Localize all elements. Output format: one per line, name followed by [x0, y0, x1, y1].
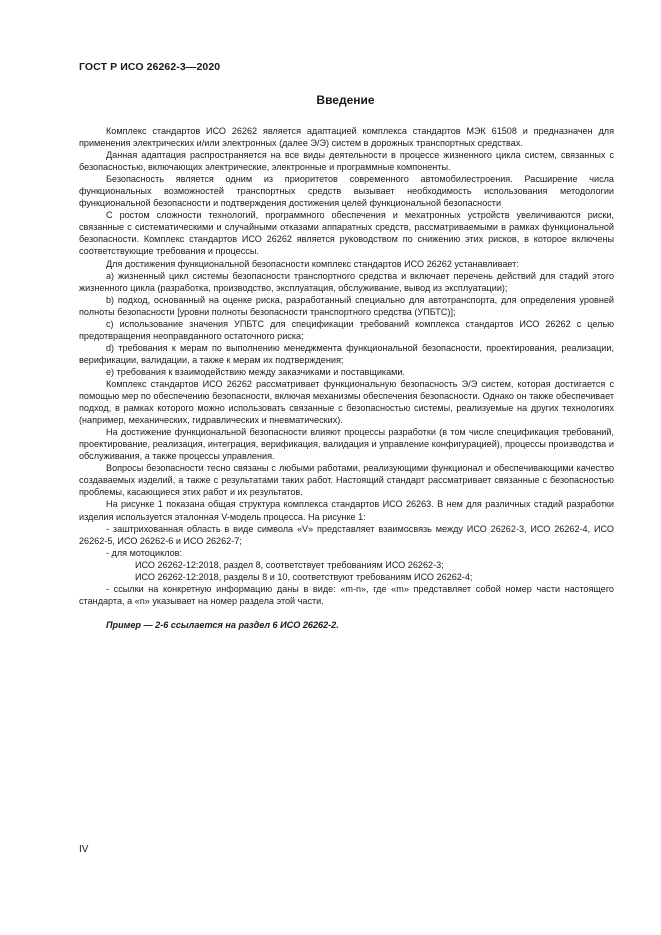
paragraph: Вопросы безопасности тесно связаны с любыми работами, реализующими функционал и обеспечивающими качество создаваемых изделий, а также с результатами таких работ. Настоящий стандарт рассматривает связанные с безопасностью проблемы, касающиеся этих работ и их результатов.	[79, 463, 614, 498]
document-header: ГОСТ Р ИСО 26262-3—2020	[79, 61, 221, 73]
paragraph: На достижение функциональной безопасности влияют процессы разработки (в том числе спецификация требований, проектирование, реализация, интеграция, верификация, валидация и управление конфигурацией), процессы производства и обслуживания, а также процессы управления.	[79, 427, 614, 462]
dash-item: - для мотоциклов:	[106, 547, 183, 558]
section-title	[0, 93, 661, 107]
paragraph: Комплекс стандартов ИСО 26262 является адаптацией комплекса стандартов МЭК 61508 и предназначен для применения электрических и/или электронных (далее Э/Э) систем в дорожных транспортных средствах.	[79, 126, 614, 149]
paragraph: С ростом сложности технологий, программного обеспечения и мехатронных устройств увеличиваются риски, связанные с систематическими и случайными отказами аппаратных средств, рассматриваемыми в рамках функциональной безопасности. Комплекс стандартов ИСО 26262 является руководством по снижению этих рисков, в которое включены соответствующие требования и процессы.	[79, 210, 614, 257]
dash-item: - ссылки на конкретную информацию даны в виде: «m-n», где «m» представляет собой номер части настоящего стандарта, а «n» указывает на номер раздела этой части.	[79, 583, 614, 606]
example-note: Пример — 2-6 ссылается на раздел 6 ИСО 26262-2.	[106, 619, 339, 630]
paragraph: Для достижения функциональной безопасности комплекс стандартов ИСО 26262 устанавливает:	[106, 258, 519, 269]
paragraph: Комплекс стандартов ИСО 26262 рассматривает функциональную безопасность Э/Э систем, которая достигается с помощью мер по обеспечению безопасности, включая механизмы обеспечения безопасности. Однако он также обеспечивает подход, в рамках которого можно использовать связанные с безопасностью системы, реализуемые на других технологиях (например, механических, гидравлических и пневматических).	[79, 378, 614, 426]
page-number: IV	[79, 844, 89, 855]
body-text	[79, 125, 614, 631]
dash-item: - заштрихованная область в виде символа «V» представляет взаимосвязь между ИСО 26262-3, ИСО 26262-4, ИСО 26262-5, ИСО 26262-6 и ИСО 26262-7;	[79, 523, 614, 546]
paragraph: На рисунке 1 показана общая структура комплекса стандартов ИСО 26263. В нем для различных стадий разработки изделия используется эталонная V-модель процесса. На рисунке 1:	[79, 499, 614, 522]
moto-item: ИСО 26262-12:2018, разделы 8 и 10, соответствуют требованиям ИСО 26262-4;	[135, 571, 473, 582]
list-item: b) подход, основанный на оценке риска, разработанный специально для автотранспорта, для определения уровней полноты безопасности [уровни полноты безопасности транспортного средства (УПБТС)];	[79, 294, 614, 317]
list-item: c) использование значения УПБТС для спецификации требований комплекса стандартов ИСО 26262 с целью предотвращения неоправданного остаточного риска;	[79, 318, 614, 341]
list-item: a) жизненный цикл системы безопасности транспортного средства и включает перечень действий для стадий этого жизненного цикла (разработка, производство, эксплуатация, обслуживание, вывод из эксплуатации);	[79, 270, 614, 293]
list-item: d) требования к мерам по выполнению менеджмента функциональной безопасности, проектирования, реализации, верификации, валидации, а также к мерам их подтверждения;	[79, 342, 614, 365]
paragraph: Безопасность является одним из приоритетов современного автомобилестроения. Расширение числа функциональных возможностей транспортных средств вызывает необходимость использования методологии функциональной безопасности и подтверждения достижения целей функциональной безопасности	[79, 174, 614, 209]
section-title-text: Введение	[316, 93, 375, 107]
list-item: e) требования к взаимодействию между заказчиками и поставщиками.	[106, 366, 406, 377]
moto-item: ИСО 26262-12:2018, раздел 8, соответствует требованиям ИСО 26262-3;	[135, 559, 444, 570]
paragraph: Данная адаптация распространяется на все виды деятельности в процессе жизненного цикла систем, связанных с безопасностью, включающих электрические, электронные и программные компоненты.	[79, 150, 614, 173]
